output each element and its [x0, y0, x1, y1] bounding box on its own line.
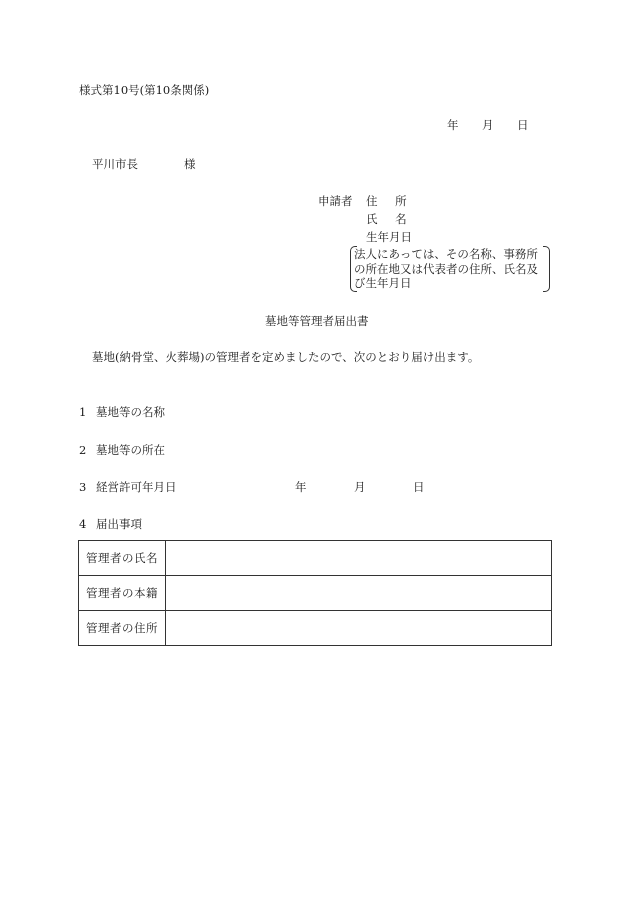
item-number: 2 — [79, 443, 87, 457]
corporate-note-line: の所在地又は代表者の住所、氏名及 — [354, 261, 538, 276]
item-label-location: 墓地等の所在 — [96, 443, 165, 457]
item-label-notification: 届出事項 — [96, 517, 142, 531]
right-bracket — [543, 246, 550, 292]
item-number: 1 — [79, 405, 87, 419]
corporate-note-line: び生年月日 — [354, 276, 412, 290]
item-label-permit-date: 経営許可年月日 — [96, 480, 177, 494]
manager-table — [78, 540, 552, 646]
applicant-address-label: 住 所 — [366, 194, 407, 208]
addressee-name: 平川市長 — [92, 157, 138, 171]
applicant-name-label: 氏 名 — [366, 212, 407, 226]
corporate-note-text — [354, 247, 538, 291]
date-year-label: 年 — [447, 118, 459, 132]
applicant-label: 申請者 — [318, 194, 353, 208]
item-number: 4 — [79, 517, 87, 531]
permit-year-label: 年 — [295, 480, 307, 494]
date-day-label: 日 — [517, 118, 529, 132]
body-text: 墓地(納骨堂、火葬場)の管理者を定めましたので、次のとおり届け出ます。 — [92, 350, 480, 364]
item-number: 3 — [79, 480, 87, 494]
corporate-note-line: 法人にあっては、その名称、事務所 — [354, 247, 538, 261]
addressee-honorific: 様 — [184, 157, 196, 171]
form-number: 様式第10号(第10条関係) — [79, 83, 210, 97]
applicant-birth-label: 生年月日 — [366, 230, 412, 244]
permit-month-label: 月 — [354, 480, 366, 494]
table-row — [79, 611, 552, 646]
table-row — [79, 576, 552, 611]
corporate-note — [350, 246, 550, 290]
manager-address-field[interactable] — [166, 611, 552, 646]
date-month-label: 月 — [482, 118, 494, 132]
manager-name-field[interactable] — [166, 541, 552, 576]
permit-day-label: 日 — [413, 480, 425, 494]
manager-domicile-field[interactable] — [166, 576, 552, 611]
document-title: 墓地等管理者届出書 — [265, 314, 369, 328]
manager-address-label: 管理者の住所 — [79, 611, 166, 646]
table-row — [79, 541, 552, 576]
manager-domicile-label: 管理者の本籍 — [79, 576, 166, 611]
manager-name-label: 管理者の氏名 — [79, 541, 166, 576]
item-label-name: 墓地等の名称 — [96, 405, 165, 419]
